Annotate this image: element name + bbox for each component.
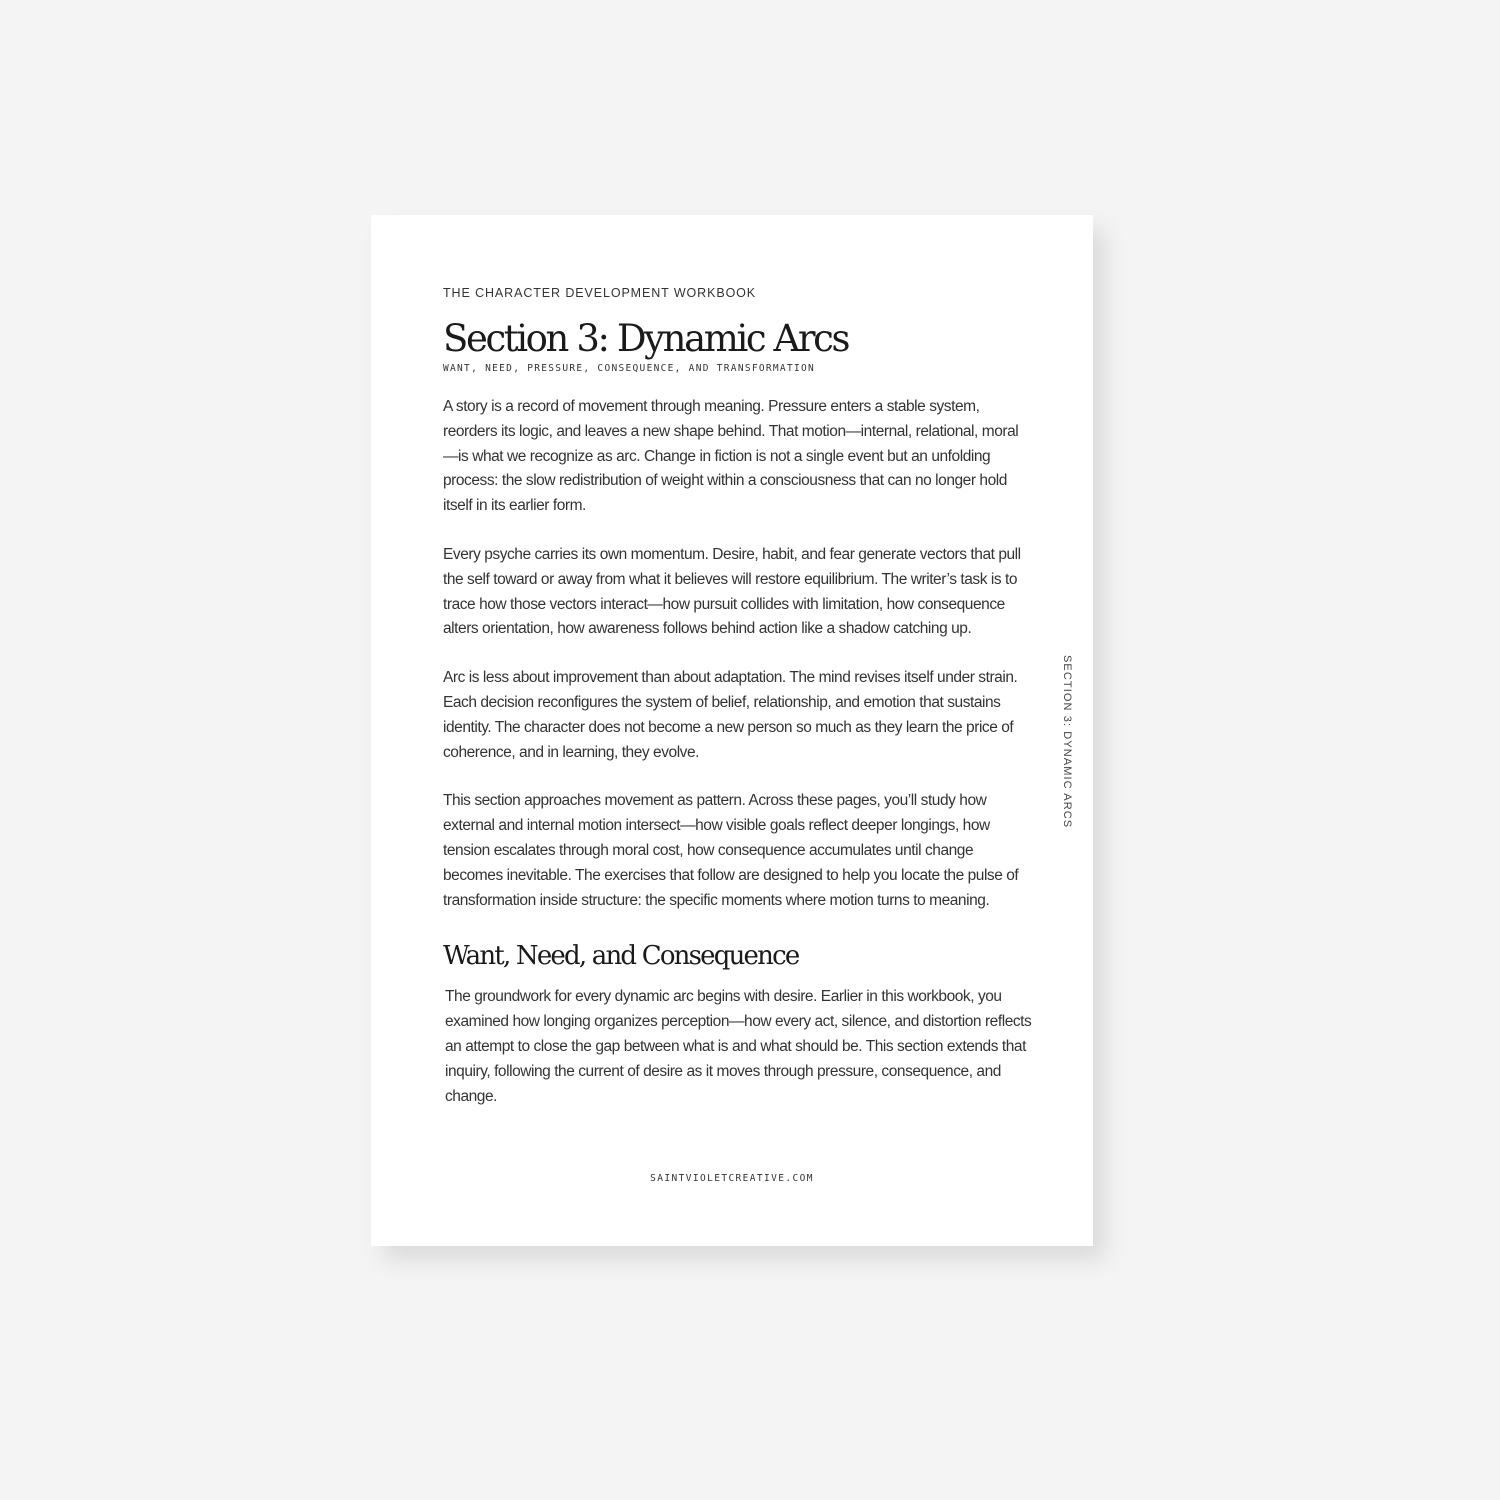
document-page [371,215,1093,1246]
body-paragraph: A story is a record of movement through meaning. Pressure enters a stable system, reorders its logic, and leaves a new shape behind. That motion—internal, relational, moral—is what we recognize as arc. Change in fiction is not a single event but an unfolding process: the slow redistribution of weight within a consciousness that can no longer hold itself in its earlier form. [443,398,1019,515]
workbook-title: THE CHARACTER DEVELOPMENT WORKBOOK [443,286,757,300]
subsection-heading: Want, Need, and Consequence [443,941,799,972]
footer-url: SAINTVIOLETCREATIVE.COM [650,1173,814,1184]
side-section-label: SECTION 3: DYNAMIC ARCS [1061,655,1073,829]
body-paragraph: This section approaches movement as pattern. Across these pages, you’ll study how external and internal motion intersect—how visible goals reflect deeper longings, how tension escalates through moral cost, how consequence accumulates until change becomes inevitable. The exercises that follow are designed to help you locate the pulse of transformation inside structure: the specific moments where motion turns to meaning. [443,792,1019,909]
body-paragraph: Arc is less about improvement than about adaptation. The mind revises itself under strain. Each decision reconfigures the system of belief, relationship, and emotion that sustains identity. The character does not become a new person so much as they learn the price of coherence, and in learning, they evolve. [443,669,1018,761]
intro-paragraphs [443,395,1033,913]
page-content [443,285,1033,1109]
section-title: Section 3: Dynamic Arcs [443,317,849,360]
section-subtitle: WANT, NEED, PRESSURE, CONSEQUENCE, AND TRANSFORMATION [443,363,816,374]
subsection-paragraph: The groundwork for every dynamic arc begins with desire. Earlier in this workbook, you examined how longing organizes perception—how every act, silence, and distortion reflects an attempt to close the gap between what is and what should be. This section extends that inquiry, following the current of desire as it moves through pressure, consequence, and change. [445,988,1032,1105]
body-paragraph: Every psyche carries its own momentum. Desire, habit, and fear generate vectors that pull the self toward or away from what it believes will restore equilibrium. The writer’s task is to trace how those vectors interact—how pursuit collides with limitation, how consequence alters orientation, how awareness follows behind action like a shadow catching up. [443,545,1021,638]
